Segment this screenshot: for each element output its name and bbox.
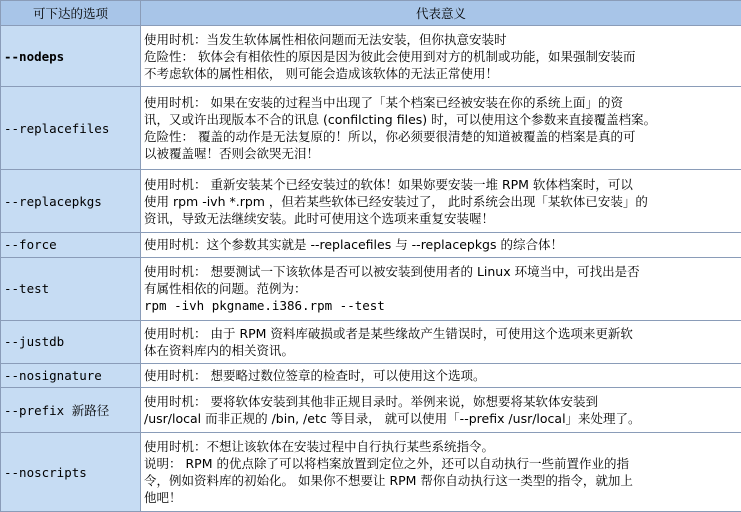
header-option: 可下达的选项 (1, 1, 141, 26)
meaning-line: 使用时机： 要将软体安装到其他非正规目录时。举例来说，妳想要将某软体安装到 (144, 394, 598, 410)
meaning-cell (141, 169, 741, 232)
meaning-line: 使用时机： 想要测试一下该软体是否可以被安装到使用者的 Linux 环境当中，可找出是否 (144, 264, 640, 280)
option-cell: --nosignature (1, 363, 141, 388)
table-row (1, 169, 741, 232)
meaning-line: 危险性： 覆盖的动作是无法复原的！所以，你必须要很清楚的知道被覆盖的档案是真的可 (144, 129, 636, 145)
example-command: rpm -ivh pkgname.i386.rpm --test (144, 298, 385, 314)
option-cell: --replacepkgs (1, 169, 141, 232)
header-meaning: 代表意义 (141, 1, 741, 26)
meaning-line: 使用时机： 重新安装某个已经安装过的软体！如果妳要安装一堆 RPM 软体档案时，可以 (144, 176, 633, 192)
meaning-cell (141, 388, 741, 433)
meaning-line: 体在资料库内的相关资讯。 (144, 342, 295, 358)
option-cell: --test (1, 257, 141, 320)
meaning-line: 以被覆盖喔！否则会欲哭无泪！ (144, 146, 320, 162)
meaning-line: 有属性相依的问题。范例为： (144, 281, 307, 297)
meaning-line: 使用时机：这个参数其实就是 --replacefiles 与 --replacepkgs 的综合体！ (144, 237, 563, 253)
meaning-cell (141, 87, 741, 170)
meaning-line: 使用时机： 如果在安装的过程当中出现了「某个档案已经被安装在你的系统上面」的资 (144, 95, 623, 111)
meaning-line: /usr/local 而非正规的 /bin, /etc 等目录， 就可以使用「--prefix /usr/local」来处理了。 (144, 411, 641, 427)
meaning-line: 使用时机：当发生软体属性相依问题而无法安装，但你执意安装时 (144, 31, 507, 47)
meaning-cell (141, 321, 741, 364)
meaning-line: 令，例如资料库的初始化。 如果你不想要让 RPM 帮你自动执行这一类型的指令，就加上 (144, 473, 633, 489)
header-row (1, 1, 741, 26)
option-cell: --noscripts (1, 433, 141, 512)
meaning-line: 危险性： 软体会有相依性的原因是因为彼此会使用到对方的机制或功能，如果强制安装而 (144, 48, 636, 64)
table-row (1, 388, 741, 433)
option-cell: --justdb (1, 321, 141, 364)
meaning-cell (141, 233, 741, 258)
meaning-line: 使用时机：不想让该软体在安装过程中自行执行某些系统指令。 (144, 439, 495, 455)
meaning-line: 讯，又或许出现版本不合的讯息 (confilcting files) 时，可以使用这个参数来直接覆盖档案。 (144, 112, 657, 128)
option-cell: --nodeps (1, 26, 141, 87)
option-cell: --replacefiles (1, 87, 141, 170)
option-cell: --force (1, 233, 141, 258)
meaning-line: 使用时机： 想要略过数位签章的检查时，可以使用这个选项。 (144, 368, 486, 384)
meaning-cell (141, 26, 741, 87)
option-cell: --prefix 新路径 (1, 388, 141, 433)
meaning-cell (141, 433, 741, 512)
table-row (1, 233, 741, 258)
meaning-cell (141, 363, 741, 388)
table-row (1, 433, 741, 512)
meaning-line: 不考虑软体的属性相依， 则可能会造成该软体的无法正常使用！ (144, 65, 498, 81)
table-row (1, 257, 741, 320)
meaning-line: 说明： RPM 的优点除了可以将档案放置到定位之外，还可以自动执行一些前置作业的指 (144, 456, 629, 472)
table-row (1, 363, 741, 388)
meaning-line: 他吧！ (144, 490, 182, 506)
table-row (1, 321, 741, 364)
meaning-line: 使用时机： 由于 RPM 资料库破损或者是某些缘故产生错误时，可使用这个选项来更新软 (144, 325, 633, 341)
meaning-cell (141, 257, 741, 320)
meaning-line: 使用 rpm -ivh *.rpm ，但若某些软体已经安装过了， 此时系统会出现「某软体已安装」的 (144, 193, 648, 209)
table-row (1, 87, 741, 170)
table-row (1, 26, 741, 87)
meaning-line: 资讯，导致无法继续安装。此时可使用这个选项来重复安装喔！ (144, 210, 495, 226)
